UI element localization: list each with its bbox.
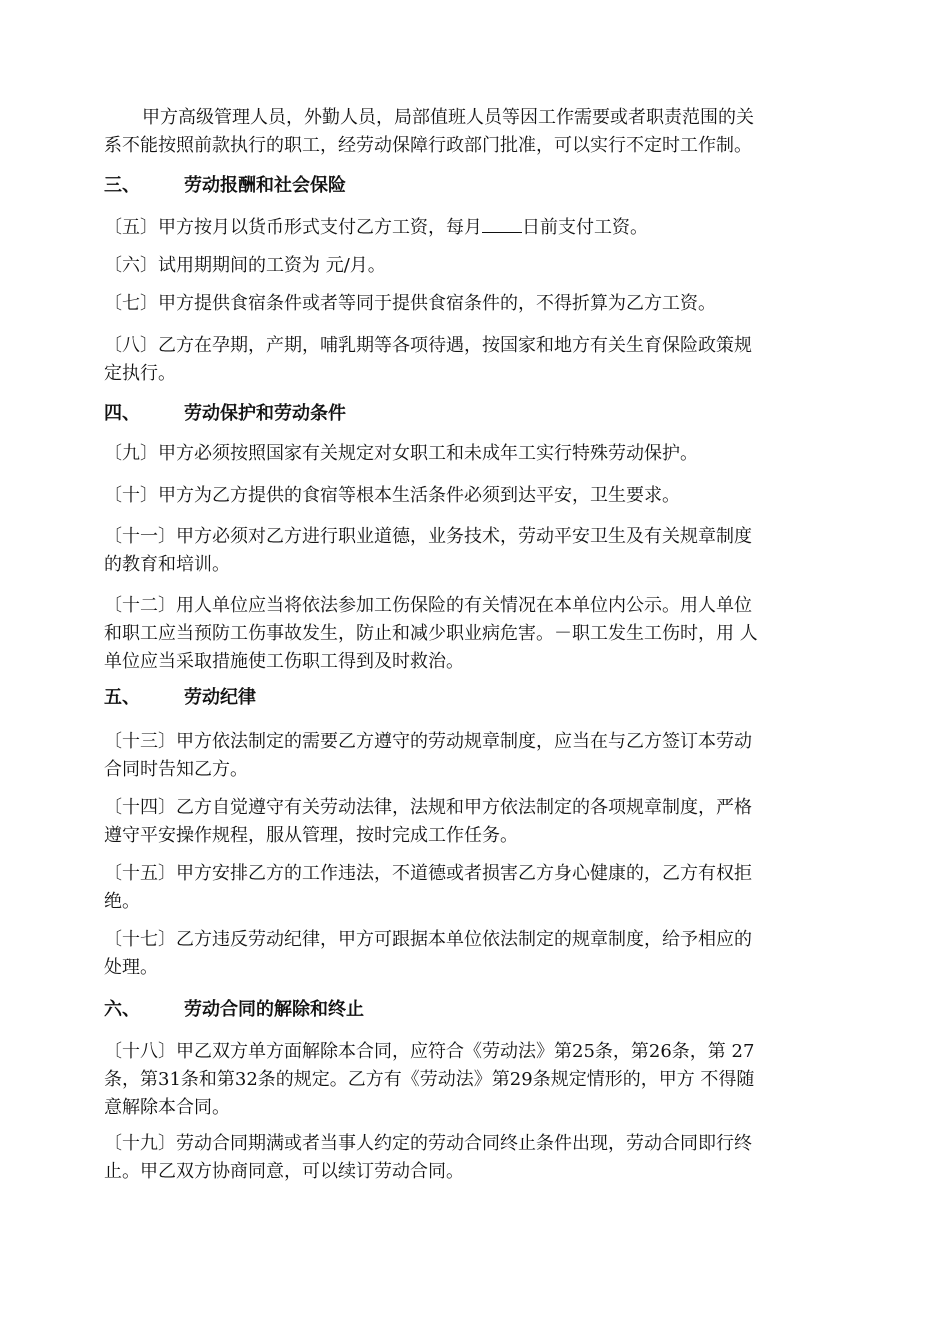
section-title: 劳动纪律	[184, 687, 256, 708]
section-title: 劳动保护和劳动条件	[184, 403, 346, 424]
text-line: 〔十四〕乙方自觉遵守有关劳动法律，法规和甲方依法制定的各项规章制度，严格	[104, 797, 752, 818]
text-line: 和职工应当预防工伤事故发生，防止和减少职业病危害。－职工发生工伤时，用 人	[104, 623, 758, 644]
clause-text: 〔五〕甲方按月以货币形式支付乙方工资，每月	[104, 217, 482, 238]
text-line: 〔十一〕甲方必须对乙方进行职业道德，业务技术，劳动平安卫生及有关规章制度	[104, 526, 752, 547]
text-line: 〔十八〕甲乙双方单方面解除本合同，应符合《劳动法》第25条，第26条，第 27	[104, 1041, 755, 1062]
text-line: 定执行。	[104, 363, 176, 384]
clause-14	[104, 794, 834, 850]
intro-paragraph	[104, 104, 834, 160]
text-line: 〔十五〕甲方安排乙方的工作违法，不道德或者损害乙方身心健康的，乙方有权拒	[104, 863, 752, 884]
section-number: 六、	[104, 999, 140, 1020]
text-line: 绝。	[104, 891, 140, 912]
section-number: 四、	[104, 403, 140, 424]
clause-19	[104, 1130, 834, 1186]
clause-11	[104, 523, 834, 579]
fill-in-blank	[482, 212, 522, 233]
text-line: 系不能按照前款执行的职工，经劳动保障行政部门批准，可以实行不定时工作制。	[104, 135, 752, 156]
section-number: 三、	[104, 175, 140, 196]
text-line: 〔十三〕甲方依法制定的需要乙方遵守的劳动规章制度，应当在与乙方签订本劳动	[104, 731, 752, 752]
text-line: 意解除本合同。	[104, 1097, 230, 1118]
clause-5	[104, 212, 834, 240]
clause-7: 〔七〕甲方提供食宿条件或者等同于提供食宿条件的，不得折算为乙方工资。	[104, 293, 716, 314]
text-line: 单位应当采取措施使工伤职工得到及时救治。	[104, 651, 464, 672]
clause-12	[104, 592, 834, 676]
clause-17	[104, 926, 834, 982]
clause-8	[104, 332, 834, 388]
clause-18	[104, 1038, 834, 1122]
clause-15	[104, 860, 834, 916]
text-line: 〔十七〕乙方违反劳动纪律，甲方可跟据本单位依法制定的规章制度，给予相应的	[104, 929, 752, 950]
text-line: 甲方高级管理人员，外勤人员，局部值班人员等因工作需要或者职责范围的关	[142, 107, 754, 128]
clause-text: 日前支付工资。	[522, 217, 648, 238]
section-heading-4	[104, 400, 834, 428]
section-title: 劳动合同的解除和终止	[184, 999, 364, 1020]
clause-6: 〔六〕试用期期间的工资为 元/月。	[104, 255, 386, 276]
text-line: 〔八〕乙方在孕期，产期，哺乳期等各项待遇，按国家和地方有关生育保险政策规	[104, 335, 752, 356]
section-number: 五、	[104, 687, 140, 708]
text-line: 处理。	[104, 957, 158, 978]
section-heading-5	[104, 684, 834, 712]
section-heading-3	[104, 172, 834, 200]
text-line: 的教育和培训。	[104, 554, 230, 575]
clause-9: 〔九〕甲方必须按照国家有关规定对女职工和未成年工实行特殊劳动保护。	[104, 443, 698, 464]
text-line: 合同时告知乙方。	[104, 759, 248, 780]
text-line: 〔十二〕用人单位应当将依法参加工伤保险的有关情况在本单位内公示。用人单位	[104, 595, 752, 616]
text-line: 遵守平安操作规程，服从管理，按时完成工作任务。	[104, 825, 518, 846]
section-title: 劳动报酬和社会保险	[184, 175, 346, 196]
clause-10: 〔十〕甲方为乙方提供的食宿等根本生活条件必须到达平安，卫生要求。	[104, 485, 680, 506]
text-line: 止。甲乙双方协商同意，可以续订劳动合同。	[104, 1161, 464, 1182]
section-heading-6	[104, 996, 834, 1024]
text-line: 条，第31条和第32条的规定。乙方有《劳动法》第29条规定情形的，甲方 不得随	[104, 1069, 755, 1090]
text-line: 〔十九〕劳动合同期满或者当事人约定的劳动合同终止条件出现，劳动合同即行终	[104, 1133, 752, 1154]
clause-13	[104, 728, 834, 784]
